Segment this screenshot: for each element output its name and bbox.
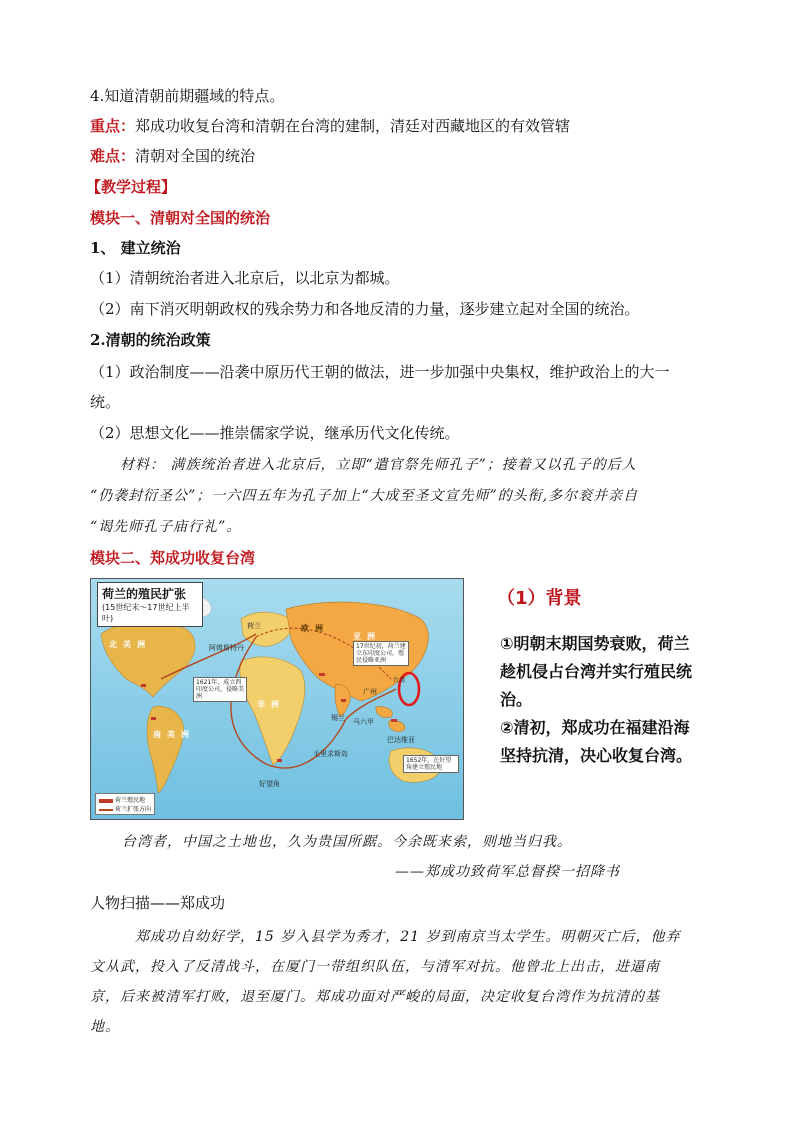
person-title: 人物扫描——郑成功 bbox=[90, 894, 226, 912]
person-line-2: 文从武，投入了反清战斗，在厦门一带组织队伍，与清军对抗。他曾北上出击，进逼南 bbox=[90, 959, 660, 975]
background-line-5: 坚持抗清，决心收复台湾。 bbox=[500, 746, 693, 765]
section2-item-1-line-1: （1）政治制度——沿袭中原历代王朝的做法，进一步加强中央集权，维护政治上的大一 bbox=[90, 363, 670, 381]
key-point-label: 重点： bbox=[90, 117, 136, 135]
section1-item-1: （1）清朝统治者进入北京后，以北京为都城。 bbox=[90, 269, 400, 287]
map-title: 荷兰的殖民扩张 bbox=[102, 587, 187, 601]
key-point-text: 郑成功收复台湾和清朝在台湾的建制，清廷对西藏地区的有效管辖 bbox=[135, 117, 571, 135]
section2-item-2: （2）思想文化——推崇儒家学说，继承历代文化传统。 bbox=[90, 424, 460, 442]
label-asia: 亚洲 bbox=[353, 632, 381, 641]
section1-item-2: （2）南下消灭明朝政权的残余势力和各地反清的力量，逐步建立起对全国的统治。 bbox=[90, 300, 640, 318]
label-taiwan: 台湾 bbox=[393, 677, 406, 684]
section2-title: 2.清朝的统治政策 bbox=[90, 331, 211, 349]
label-south-america: 南美洲 bbox=[153, 730, 195, 739]
label-north-america: 北美洲 bbox=[109, 640, 151, 649]
legend-label-colony: 荷兰殖民地 bbox=[115, 797, 146, 804]
label-batavia: 巴达维亚 bbox=[387, 736, 415, 744]
background-line-4: ②清初，郑成功在福建沿海 bbox=[500, 718, 690, 737]
material-line-1: 材料： 满族统治者进入北京后，立即“遣官祭先师孔子”；接着又以孔子的后人 bbox=[120, 457, 637, 473]
module1-title: 模块一、清朝对全国的统治 bbox=[90, 209, 271, 227]
quote-source: ——郑成功致荷军总督揆一招降书 bbox=[395, 864, 620, 880]
label-ceylon: 锡兰 bbox=[331, 714, 345, 722]
background-line-1: ①明朝末期国势衰败，荷兰 bbox=[500, 634, 690, 653]
module2-title: 模块二、郑成功收复台湾 bbox=[90, 549, 256, 567]
label-europe: 欧洲 bbox=[301, 624, 329, 633]
map-title-box bbox=[97, 582, 203, 627]
key-point bbox=[90, 116, 570, 136]
label-netherlands: 荷兰 bbox=[247, 622, 261, 630]
map-legend bbox=[95, 793, 155, 815]
difficult-point-label: 难点： bbox=[90, 147, 136, 165]
map-note-3: 1652年，在好望角建立殖民地 bbox=[403, 755, 459, 773]
material-line-2: “仍袭封衍圣公”；一六四五年为孔子加上“大成至圣文宣先师”的头衔,多尔衮并亲自 bbox=[90, 488, 639, 504]
label-mauritius: 毛里求斯岛 bbox=[313, 750, 348, 758]
label-amsterdam: 阿姆斯特丹 bbox=[209, 644, 244, 652]
process-heading: 【教学过程】 bbox=[86, 178, 177, 196]
background-title: （1）背景 bbox=[497, 588, 582, 609]
section1-title: 1、 建立统治 bbox=[90, 239, 181, 257]
legend-swatch-route bbox=[99, 809, 113, 811]
quote-text: 台湾者，中国之土地也，久为贵国所踞。今余既来索，则地当归我。 bbox=[122, 834, 572, 850]
legend-label-route: 荷兰扩张方向 bbox=[115, 806, 152, 813]
label-malacca: 马六甲 bbox=[353, 718, 374, 726]
legend-item-colony bbox=[99, 795, 151, 804]
difficult-point bbox=[90, 146, 255, 166]
background-line-3: 治。 bbox=[500, 690, 533, 709]
section2-item-1-line-2: 统。 bbox=[90, 393, 121, 411]
legend-swatch-colony bbox=[99, 799, 113, 803]
person-line-1: 郑成功自幼好学，15 岁入县学为秀才，21 岁到南京当太学生。明朝灭亡后，他弃 bbox=[135, 929, 681, 945]
person-line-3: 京，后来被清军打败，退至厦门。郑成功面对严峻的局面，决定收复台湾作为抗清的基 bbox=[90, 989, 660, 1005]
difficult-point-text: 清朝对全国的统治 bbox=[135, 147, 256, 165]
person-line-4: 地。 bbox=[90, 1019, 120, 1035]
map-subtitle: (15世纪末～17世纪上半叶) bbox=[102, 603, 190, 623]
material-line-3: “谒先师孔子庙行礼”。 bbox=[90, 519, 242, 535]
legend-item-route bbox=[99, 804, 151, 813]
label-cape: 好望角 bbox=[259, 780, 280, 788]
map-note-1: 17世纪初，荷兰建立东印度公司，殖民侵略亚洲 bbox=[353, 641, 409, 666]
dutch-colonial-map bbox=[90, 578, 464, 820]
label-guangzhou: 广州 bbox=[363, 688, 377, 696]
background-line-2: 趁机侵占台湾并实行殖民统 bbox=[500, 662, 693, 681]
objective-4: 4.知道清朝前期疆域的特点。 bbox=[90, 87, 285, 105]
map-note-2: 1621年，成立西印度公司，侵略美洲 bbox=[193, 677, 247, 702]
label-africa: 非洲 bbox=[257, 700, 285, 709]
